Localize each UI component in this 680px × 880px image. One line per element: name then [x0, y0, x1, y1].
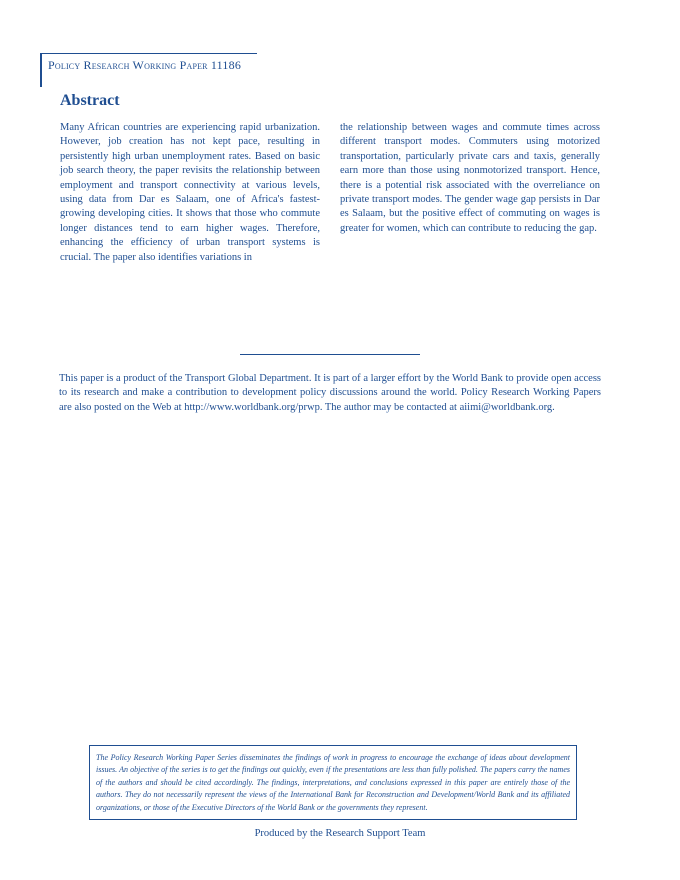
disclaimer-text: The Policy Research Working Paper Series disseminates the findings of work in progress to encourage the exchange of ideas about development issues. An objective of the series is to get the findings out quickly, even if the presentations are less than fully polished. The papers carry the names of the authors and should be cited accordingly. The findings, interpretations, and conclusions expressed in this paper are entirely those of the authors. They do not necessarily represent the views of the International Bank for Reconstruction and Development/World Bank and its affiliated organizations, or those of the Executive Directors of the World Bank or the governments they represent. — [96, 753, 570, 812]
abstract-column-left: Many African countries are experiencing rapid urbanization. However, job creation has not kept pace, resulting in persistently high urban unemployment rates. Based on basic job search theory, the paper revisits the relationship between employment and transport connectivity at various levels, using data from Dar es Salaam, one of Africa's fastest-growing developing cities. It shows that those who commute longer distances tend to earn higher wages. Therefore, enhancing the efficiency of urban transport systems is crucial. The paper also identifies variations in — [60, 122, 320, 263]
footer-credit: Produced by the Research Support Team — [254, 828, 426, 839]
abstract-title: Abstract — [60, 92, 120, 109]
abstract-column-right: the relationship between wages and commute times across different transport modes. Commuters using motorized transportation, particularly private cars and taxis, generally earn more than those using nonmotorized transport. Hence, there is a potential risk associated with the overreliance on private transport modes. The gender wage gap persists in Dar es Salaam, but the positive effect of commuting on wages is greater for women, which can contribute to reducing the gap. — [340, 122, 600, 234]
series-label: Policy Research Working Paper 11186 — [48, 58, 242, 72]
series-header — [40, 53, 257, 87]
product-note: This paper is a product of the Transport Global Department. It is part of a larger effort by the World Bank to provide open access to its research and make a contribution to development policy discussions around the world. Policy Research Working Papers are also posted on the Web at http://www.worldbank.org/prwp. The author may be contacted at aiimi@worldbank.org. — [59, 373, 601, 413]
section-divider — [240, 354, 420, 355]
disclaimer-box — [89, 745, 577, 820]
